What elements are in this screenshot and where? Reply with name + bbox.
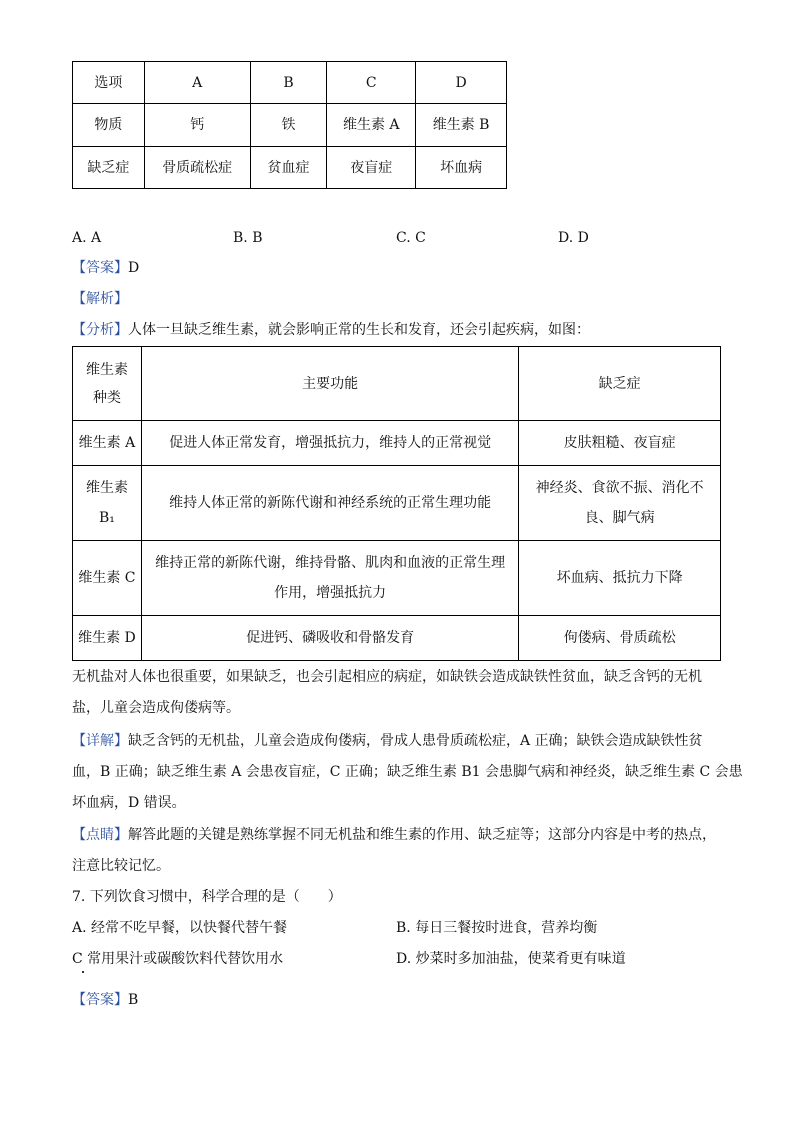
comment-line: 注意比较记忆。	[72, 858, 170, 874]
answer-tag-2: 【答案】	[72, 992, 128, 1008]
fenxi-text: 人体一旦缺乏维生素，就会影响正常的生长和发育，还会引起疾病，如图：	[128, 322, 590, 338]
vitamin-name	[73, 616, 142, 661]
options-table	[72, 61, 507, 189]
table-cell: C	[327, 62, 416, 104]
cell-line: 维生素 A	[78, 435, 136, 451]
table-cell: 缺乏症	[73, 147, 145, 189]
mineral-paragraph-line: 无机盐对人体也很重要，如果缺乏，也会引起相应的病症，如缺铁会造成缺铁性贫血，缺乏含钙的无机	[72, 669, 702, 685]
table-cell: 坏血病	[416, 147, 507, 189]
detail-line: 血，B 正确；缺乏维生素 A 会患夜盲症，C 正确；缺乏维生素 B1 会患脚气病和神经炎，缺乏维生素 C 会患	[72, 764, 743, 780]
answer-value-2: B	[128, 992, 139, 1008]
cell-line: 维持正常的新陈代谢，维持骨骼、肌肉和血液的正常生理	[155, 555, 506, 571]
comment-line	[72, 825, 716, 845]
answer-line-2	[72, 990, 138, 1010]
detail-tag: 【详解】	[72, 733, 128, 749]
cell-line: 皮肤粗糙、夜盲症	[563, 435, 676, 451]
answer-tag: 【答案】	[72, 260, 128, 276]
q7-option-a: A. 经常不吃早餐，以快餐代替午餐	[72, 920, 288, 936]
header-function: 主要功能	[141, 347, 518, 421]
table-cell: 选项	[73, 62, 145, 104]
vitamin-function	[141, 616, 518, 661]
table-cell: 维生素 B	[416, 104, 507, 147]
cell-line: 维生素	[85, 480, 128, 496]
option-a: A. A	[72, 230, 102, 246]
cell-line: 维生素 D	[78, 630, 136, 646]
cell-line: 作用，增强抵抗力	[274, 585, 387, 601]
vitamin-table	[72, 346, 721, 661]
cell-line: 促进人体正常发育，增强抵抗力，维持人的正常视觉	[169, 435, 492, 451]
analysis-label	[72, 289, 128, 309]
table-cell: 物质	[73, 104, 145, 147]
cell-line: 佝偻病、骨质疏松	[563, 630, 676, 646]
analysis-intro	[72, 320, 590, 340]
q7-option-b: B. 每日三餐按时进食，营养均衡	[396, 920, 598, 936]
cell-line: 坏血病、抵抗力下降	[556, 570, 683, 586]
vitamin-function	[141, 466, 518, 541]
table-cell: A	[144, 62, 250, 104]
header-name-line: 种类	[92, 389, 121, 406]
vitamin-name	[73, 421, 142, 466]
header-name-line: 维生素	[85, 361, 128, 378]
vitamin-deficiency	[519, 466, 721, 541]
cell-line: B₁	[99, 510, 115, 526]
comment-text: 解答此题的关键是熟练掌握不同无机盐和维生素的作用、缺乏症等；这部分内容是中考的热点，	[128, 827, 716, 843]
option-d: D. D	[558, 230, 589, 246]
answer-line	[72, 258, 139, 278]
cell-line: 神经炎、食欲不振、消化不	[535, 480, 704, 496]
vitamin-function	[141, 421, 518, 466]
vitamin-name	[73, 466, 142, 541]
vitamin-name	[73, 541, 142, 616]
detail-line	[72, 731, 703, 751]
header-name	[73, 347, 142, 421]
analysis-tag: 【解析】	[72, 291, 128, 307]
stray-dot	[82, 971, 84, 973]
vitamin-deficiency	[519, 421, 721, 466]
comment-tag: 【点睛】	[72, 827, 128, 843]
vitamin-function	[141, 541, 518, 616]
q7-option-d: D. 炒菜时多加油盐，使菜肴更有味道	[396, 951, 626, 967]
q7-option-c: C 常用果汁或碳酸饮料代替饮用水	[72, 951, 284, 967]
table-cell: 夜盲症	[327, 147, 416, 189]
detail-text: 缺乏含钙的无机盐，儿童会造成佝偻病，骨成人患骨质疏松症，A 正确；缺铁会造成缺铁性贫	[128, 733, 703, 749]
option-c: C. C	[396, 230, 426, 246]
question-7-stem: 7. 下列饮食习惯中，科学合理的是（ ）	[72, 889, 342, 905]
option-b: B. B	[233, 230, 263, 246]
vitamin-deficiency	[519, 541, 721, 616]
table-cell: B	[250, 62, 327, 104]
fenxi-tag: 【分析】	[72, 322, 128, 338]
header-deficiency: 缺乏症	[519, 347, 721, 421]
cell-line: 良、脚气病	[584, 510, 655, 526]
answer-value: D	[128, 260, 140, 276]
table-cell: D	[416, 62, 507, 104]
table-cell: 贫血症	[250, 147, 327, 189]
cell-line: 维持人体正常的新陈代谢和神经系统的正常生理功能	[169, 495, 492, 511]
cell-line: 维生素 C	[78, 570, 136, 586]
table-cell: 铁	[250, 104, 327, 147]
mineral-paragraph-line: 盐，儿童会造成佝偻病等。	[72, 700, 240, 716]
cell-line: 促进钙、磷吸收和骨骼发育	[246, 630, 415, 646]
table-cell: 钙	[144, 104, 250, 147]
detail-line: 坏血病，D 错误。	[72, 795, 186, 811]
vitamin-deficiency	[519, 616, 721, 661]
table-cell: 骨质疏松症	[144, 147, 250, 189]
table-cell: 维生素 A	[327, 104, 416, 147]
